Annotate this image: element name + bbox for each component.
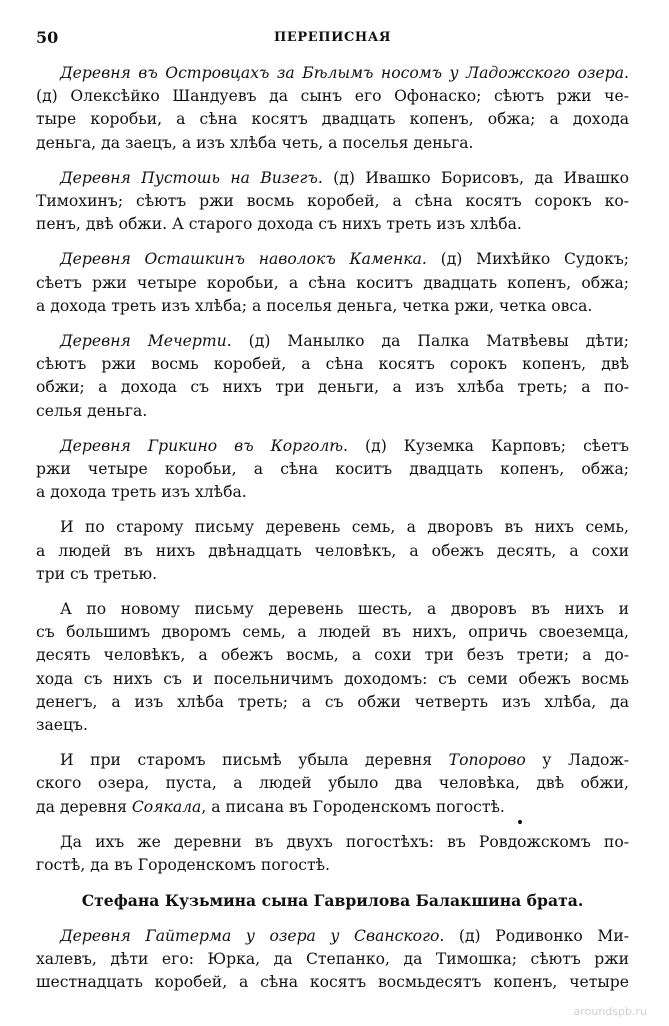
text-line (36, 458, 629, 481)
paragraph (36, 749, 629, 819)
text-run: (д) Родивонко Ми- (444, 926, 629, 945)
text-run: И при старомъ письмѣ убыла деревня (60, 751, 449, 770)
paragraph (36, 598, 629, 737)
text-line (36, 62, 629, 85)
text-run: шестнадцать коробей, а сѣна косятъ восмьдесятъ копенъ, четыре (36, 972, 629, 991)
text-line (36, 749, 629, 772)
paragraph (36, 330, 629, 423)
text-line (36, 540, 629, 563)
page-header (36, 28, 629, 52)
text-run: (д) Куземка Карповъ; сѣетъ (348, 436, 629, 455)
text-run: тыре коробьи, а сѣна косятъ двадцать копенъ, обжа; а дохода (36, 110, 629, 129)
text-line (36, 213, 629, 236)
text-run: да деревня (36, 797, 132, 816)
text-run: И по старому письму деревень семь, а дворовъ въ нихъ семь, (60, 518, 629, 537)
place-name: Топорово (448, 751, 526, 770)
text-run: (д) Манылко да Палка Матвѣевы дѣти; (231, 332, 629, 351)
text-line (36, 85, 629, 108)
text-line (36, 714, 629, 737)
place-name: Деревня Грикино въ Корголѣ. (60, 436, 349, 455)
watermark: aroundspb.ru (573, 1005, 647, 1018)
place-name: Деревня Пустошь на Визегъ. (60, 168, 323, 187)
paragraph (36, 516, 629, 586)
text-run: у Ладож- (525, 751, 629, 770)
text-line (36, 948, 629, 971)
text-run: Тимохинъ; сѣютъ ржи восмь коробей, а сѣна косятъ сорокъ ко- (36, 192, 629, 211)
text-line (36, 330, 629, 353)
paragraph (36, 831, 629, 877)
text-line (36, 854, 629, 877)
text-line (36, 831, 629, 854)
text-run: пенъ, двѣ обжи. А старого дохода съ нихъ треть изъ хлѣба. (36, 215, 522, 234)
text-run: , а писана въ Городенскомъ погостѣ. (201, 797, 505, 816)
text-run: сѣетъ ржи четыре коробьи, а сѣна коситъ двадцать копенъ, обжа; (36, 273, 629, 292)
text-line (36, 563, 629, 586)
place-name: Деревня Мечерти. (60, 332, 232, 351)
text-run: а дохода треть изъ хлѣба. (36, 483, 247, 502)
text-run: хода съ нихъ съ и посельничимъ доходомъ: съ семи обежъ восмь (36, 669, 629, 688)
text-line (36, 668, 629, 691)
text-run: ского озера, пуста, а людей убыло два человѣка, двѣ обжи, (36, 774, 629, 793)
text-run: халевъ, дѣти его: Юрка, да Степанко, да Тимошка; сѣютъ ржи (36, 949, 629, 968)
text-line (36, 353, 629, 376)
section-heading (36, 889, 629, 912)
text-run: ржи четыре коробьи, а сѣна коситъ двадцать копенъ, обжа; (36, 460, 629, 479)
text-line (36, 481, 629, 504)
place-name: Деревня Гайтерма у озера у Сванского. (60, 926, 445, 945)
text-run: Да ихъ же деревни въ двухъ погостѣхъ: въ Ровдожскомъ по- (60, 832, 629, 851)
text-run: обжи; а дохода съ нихъ три деньги, а изъ хлѣба треть; а по- (36, 378, 629, 397)
text-line (36, 167, 629, 190)
place-name: Деревня Осташкинъ наволокъ Каменка. (60, 250, 427, 269)
text-line (36, 400, 629, 423)
body-text (36, 62, 629, 1006)
text-line (36, 516, 629, 539)
text-line (36, 295, 629, 318)
text-run: деньга, да заецъ, а изъ хлѣба четь, а поселья деньга. (36, 133, 474, 152)
text-run: (д) Олексѣйко Шандуевъ да сынъ его Офонаско; сѣютъ ржи че- (36, 87, 629, 106)
place-name: Соякала (131, 797, 202, 816)
text-line (36, 889, 629, 912)
place-name: Деревня въ Островцахъ за Бѣлымъ носомъ у Ладожского озера. (60, 64, 629, 82)
text-run: селья деньга. (36, 401, 148, 420)
text-line (36, 971, 629, 994)
text-line (36, 796, 629, 819)
text-line (36, 132, 629, 155)
text-run: денегъ, а изъ хлѣба треть; а съ обжи четверть изъ хлѣба, да (36, 692, 629, 711)
text-run: а дохода треть изъ хлѣба; а поселья деньга, четка ржи, четка овса. (36, 296, 593, 315)
text-line (36, 376, 629, 399)
text-run: три съ третью. (36, 564, 158, 583)
text-line (36, 621, 629, 644)
paragraph (36, 925, 629, 995)
paragraph (36, 62, 629, 155)
text-line (36, 925, 629, 948)
text-run: сѣютъ ржи восмь коробей, а сѣна косятъ сорокъ копенъ, двѣ (36, 355, 629, 374)
text-line (36, 598, 629, 621)
text-line (36, 435, 629, 458)
text-line (36, 644, 629, 667)
text-run: заецъ. (36, 716, 88, 735)
text-run: А по новому письму деревень шесть, а дворовъ въ нихъ и (60, 600, 629, 619)
text-run: (д) Ивашко Борисовъ, да Ивашко (322, 168, 629, 187)
paragraph (36, 435, 629, 505)
text-line (36, 272, 629, 295)
text-run: (д) Михѣйко Судокъ; (426, 250, 629, 269)
stray-mark (518, 820, 522, 824)
text-run: десять человѣкъ, а обежъ восмь, а сохи три безъ трети; а до- (36, 646, 629, 665)
paragraph (36, 167, 629, 237)
text-line (36, 691, 629, 714)
text-line (36, 772, 629, 795)
text-run: гостѣ, да въ Городенскомъ погостѣ. (36, 856, 330, 875)
text-run: съ большимъ дворомъ семь, а людей въ нихъ, опричь своеземца, (36, 623, 629, 642)
page-number: 50 (36, 28, 59, 47)
text-line (36, 248, 629, 271)
running-title: ПЕРЕПИСНАЯ (273, 30, 392, 45)
paragraph (36, 248, 629, 318)
text-run: а людей въ нихъ двѣнадцать человѣкъ, а обежъ десять, а сохи (36, 541, 629, 560)
text-run: Стефана Кузьмина сына Гаврилова Балакшина брата. (81, 891, 584, 911)
text-line (36, 190, 629, 213)
text-line (36, 108, 629, 131)
